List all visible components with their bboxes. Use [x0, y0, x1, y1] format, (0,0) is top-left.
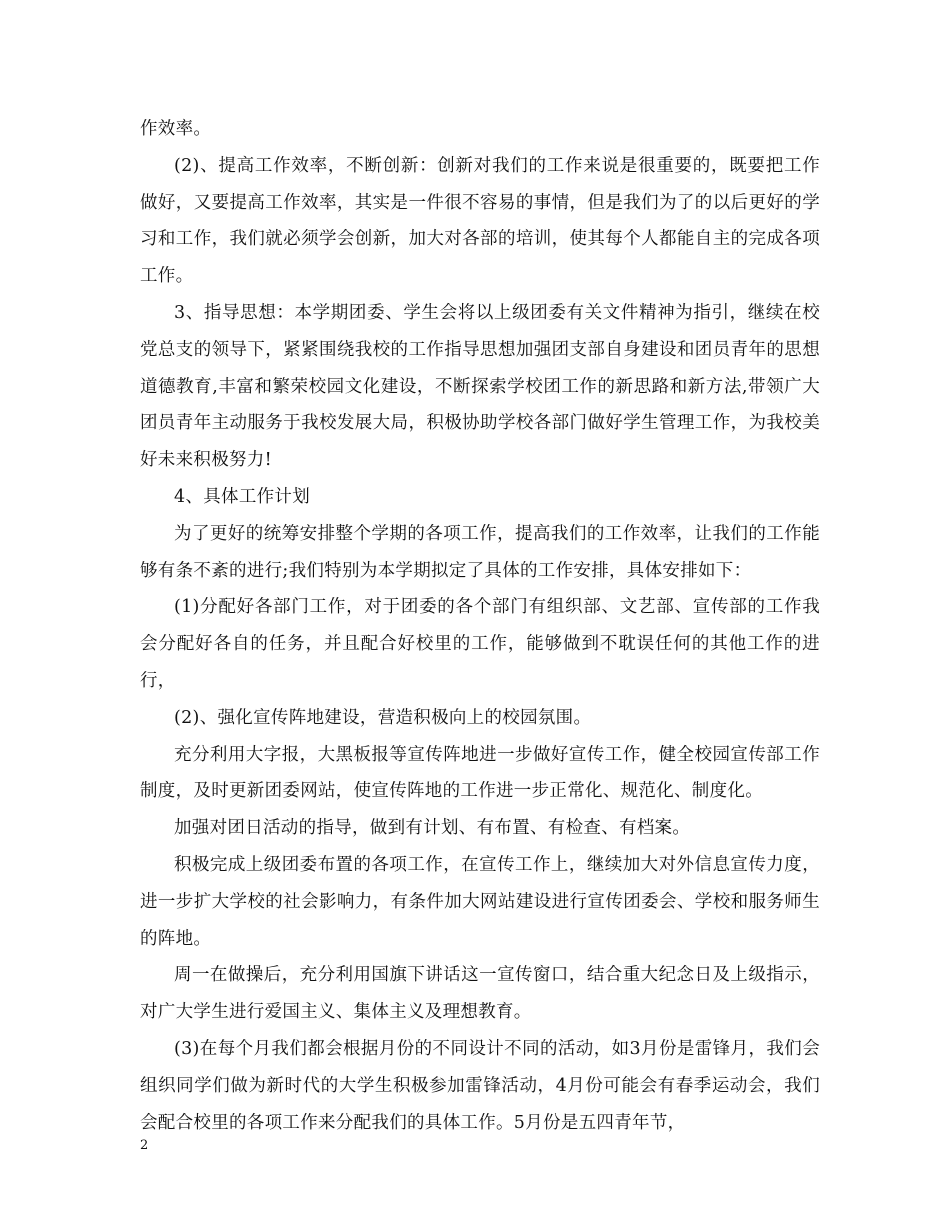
paragraph: (2)、提高工作效率，不断创新：创新对我们的工作来说是很重要的，既要把工作做好，又要提高工作效率，其实是一件很不容易的事情，但是我们为了的以后更好的学习和工作，我们就必须学会创新，加大对各部的培训，使其每个人都能自主的完成各项工作。: [140, 155, 820, 287]
paragraph: 加强对团日活动的指导，做到有计划、有布置、有检查、有档案。: [174, 818, 691, 839]
paragraph: 为了更好的统筹安排整个学期的各项工作，提高我们的工作效率，让我们的工作能够有条不紊的进行;我们特别为本学期拟定了具体的工作安排，具体安排如下：: [140, 523, 820, 581]
paragraph: (1)分配好各部门工作，对于团委的各个部门有组织部、文艺部、宣传部的工作我会分配好各自的任务，并且配合好校里的工作，能够做到不耽误任何的其他工作的进行，: [140, 597, 820, 691]
paragraph: 积极完成上级团委布置的各项工作，在宣传工作上，继续加大对外信息宣传力度，进一步扩大学校的社会影响力，有条件加大网站建设进行宣传团委会、学校和服务师生的阵地。: [140, 854, 820, 949]
document-body: [140, 111, 820, 1141]
paragraph: 周一在做操后，充分利用国旗下讲话这一宣传窗口，结合重大纪念日及上级指示，对广大学生进行爱国主义、集体主义及理想教育。: [140, 965, 820, 1023]
page-number: 2: [140, 1138, 149, 1153]
paragraph: (3)在每个月我们都会根据月份的不同设计不同的活动，如3月份是雷锋月，我们会组织同学们做为新时代的大学生积极参加雷锋活动，4月份可能会有春季运动会，我们会配合校里的各项工作来分配我们的具体工作。5月份是五四青年节，: [140, 1038, 820, 1133]
section-heading: 4、具体工作计划: [174, 486, 311, 507]
paragraph: 充分利用大字报，大黑板报等宣传阵地进一步做好宣传工作，健全校园宣传部工作制度，及时更新团委网站，使宣传阵地的工作进一步正常化、规范化、制度化。: [140, 744, 820, 802]
paragraph: (2)、强化宣传阵地建设，营造积极向上的校园氛围。: [174, 707, 592, 728]
paragraph: 作效率。: [140, 119, 212, 139]
paragraph: 3、指导思想：本学期团委、学生会将以上级团委有关文件精神为指引，继续在校党总支的领导下，紧紧围绕我校的工作指导思想加强团支部自身建设和团员青年的思想道德教育,丰富和繁荣校园文化建设，不断探索学校团工作的新思路和新方法,带领广大团员青年主动服务于我校发展大局，积极协助学校各部门做好学生管理工作，为我校美好未来积极努力!: [140, 302, 820, 471]
